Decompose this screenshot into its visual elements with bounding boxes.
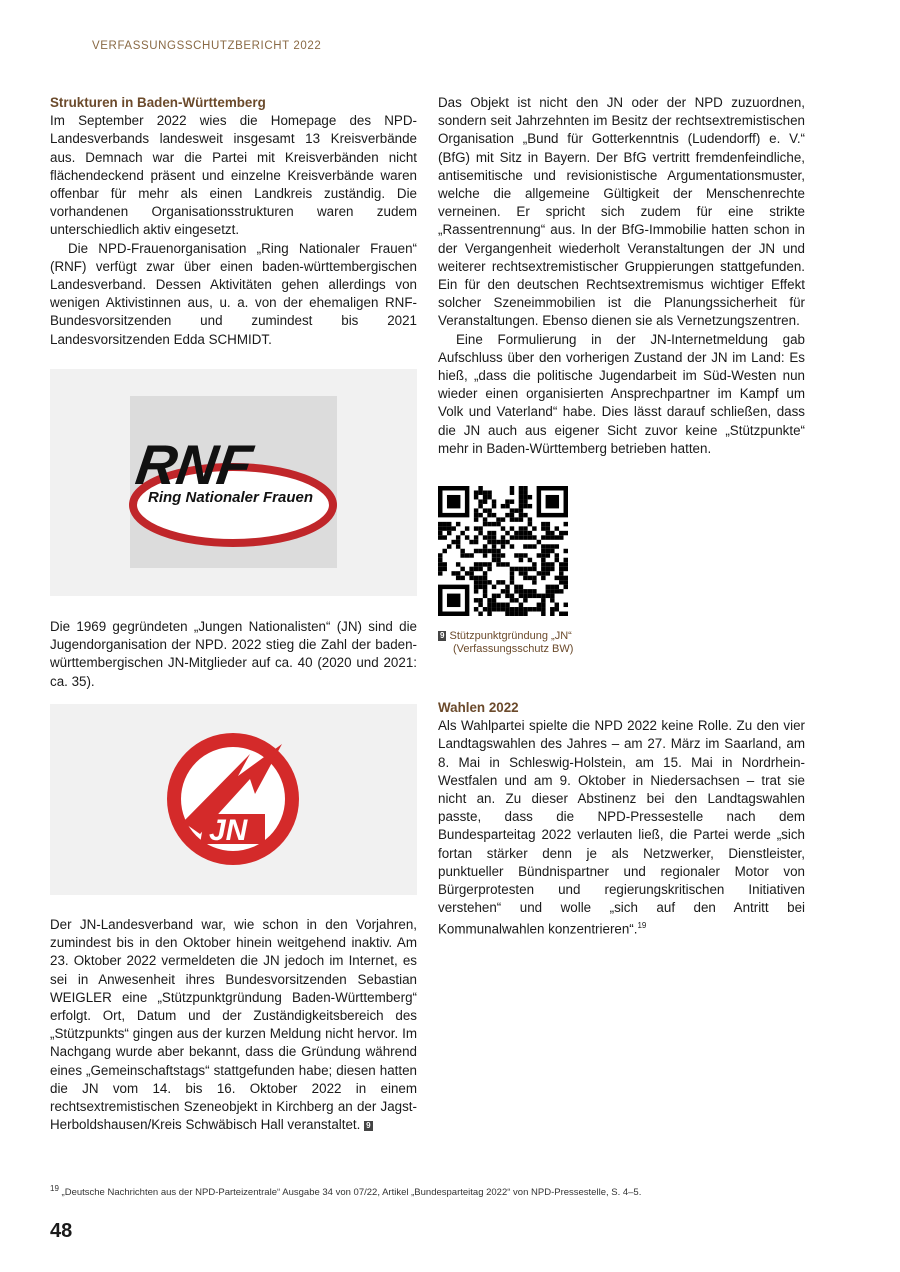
figure-badge: 9 (440, 631, 445, 640)
running-header: VERFASSUNGSSCHUTZBERICHT 2022 (92, 40, 322, 52)
paragraph: Im September 2022 wies die Homepage des NPD-Landesverbands landesweit insgesamt 13 Kreisverbände aus. Demnach war die Partei mit Kreisverbänden nicht flächendeckend präsent und einzelne Kreisverbände waren offenbar für mehr als einen Landkreis zuständig. Die vorhandenen Organisationsstrukturen waren zudem unterschiedlich aktiv eingesetzt. (50, 113, 417, 238)
paragraph: Der JN-Landesverband war, wie schon in den Vorjahren, zumindest bis in den Oktober hinein weitgehend inaktiv. Am 23. Oktober 2022 vermeldeten die JN jedoch im Internet, es sei in Anwesenheit ihres Bundesvorsitzenden Sebastian WEIGLER eine „Stützpunktgründung Baden-Württemberg“ erfolgt. Ort, Datum und der Zuständigkeitsbereich des „Stützpunkts“ gingen aus der kurzen Meldung nicht hervor. Im Nachgang wurde aber bekannt, dass die Gründung während eines „Gemeinschaftstags“ stattgefunden habe; diesen hatten die JN vom 14. bis 16. Oktober 2022 in einem rechtsextremistischen Szeneobjekt in Kirchberg an der Jagst-Herboldshausen/Kreis Schwäbisch Hall veranstaltet. (50, 917, 417, 1133)
right-column-bottom (438, 699, 805, 939)
jn-logo-text: JN (209, 814, 248, 847)
qr-code-icon (438, 486, 568, 616)
paragraph: Als Wahlpartei spielte die NPD 2022 keine Rolle. Zu den vier Landtagswahlen des Jahres – am 27. März im Saarland, am 8. Mai in Schleswig-Holstein, am 15. Mai in Nordrhein-Westfalen und am 9. Oktober in Niedersachsen – trat sie nicht an. Zu dieser Abstinenz bei den Landtagswahlen passte, dass die NPD-Pressestelle nach dem Bundesparteitag 2022 verlauten ließ, die Partei werde „sich fortan stärker denn je als Netzwerker, Dienstleister, punktueller Bündnispartner und regionaler Motor von Bürgerprotesten und regierungskritischen Initiativen verstehen“ und wolle „sich auf den Antritt bei Kommunalwahlen konzentrieren“. (438, 718, 805, 937)
rnf-logo-icon (50, 369, 417, 596)
paragraph: Eine Formulierung in der JN-Internetmeldung gab Aufschluss über den vorherigen Zustand der JN im Land: Es hieß, „dass die politische Jugendarbeit im Süd-Westen nun wieder einen organisierten Ansprechpartner im Kampf um Volk und Vaterland“ habe. Dies lässt darauf schließen, dass die JN auch aus eigener Sicht zuvor keine „Stützpunkte“ mehr in Baden-Württemberg betrieben hatten. (438, 331, 805, 456)
caption-line-1: Stützpunktgründung „JN“ (449, 630, 572, 642)
footnote-number: 19 (50, 1184, 59, 1193)
right-column-top (438, 94, 805, 458)
qr-caption (438, 630, 573, 656)
caption-line-2: (Verfassungsschutz BW) (453, 643, 574, 655)
paragraph: Die 1969 gegründeten „Jungen Nationalisten“ (JN) sind die Jugendorganisation der NPD. 2022 stieg die Zahl der baden-württembergischen JN-Mitglieder auf ca. 40 (2020 und 2021: ca. 35). (50, 619, 417, 689)
jn-logo-figure (50, 704, 417, 895)
paragraph: Das Objekt ist nicht den JN oder der NPD zuzuordnen, sondern seit Jahrzehnten im Besitz der rechtsextremistischen Organisation „Bund für Gotterkenntnis (Ludendorff) e. V.“ (BfG) mit Sitz in Bayern. Der BfG vertritt fremdenfeindliche, antisemitische und revisionistische Argumentationsmuster, welche die allgemeine Gültigkeit der Menschenrechte verneinen. Er spricht sich zudem für eine strikte „Rassentrennung“ aus. In der BfG-Immobilie hatten schon in der Vergangenheit wiederholt Veranstaltungen der JN und weiterer rechtsextremistischer Gruppierungen stattgefunden. Ein für den deutschen Rechtsextremismus wichtiger Effekt solcher Szeneimmobilien ist die Planungssicherheit für Veranstaltungen. Ebenso dienen sie als Vernetzungszentren. (438, 95, 805, 329)
rnf-logo-figure (50, 369, 417, 596)
left-column-middle (50, 618, 417, 691)
footnote-text: „Deutsche Nachrichten aus der NPD-Parteizentrale“ Ausgabe 34 von 07/22, Artikel „Bundesparteitag 2022“ von NPD-Pressestelle, S. 4–5. (61, 1187, 642, 1199)
paragraph: Die NPD-Frauenorganisation „Ring Nationaler Frauen“ (RNF) verfügt zwar über einen baden-württembergischen Landesverband. Dessen Aktivitäten gehen allerdings von wenigen Aktivistinnen aus, u. a. von der ehemaligen RNF-Bundesvorsitzenden und zumindest bis 2021 Landesvorsitzenden Edda SCHMIDT. (50, 240, 417, 347)
footnote (50, 1184, 641, 1198)
page-number: 48 (50, 1220, 73, 1242)
footnote-ref[interactable]: 19 (637, 921, 647, 931)
figure-ref-badge[interactable]: 9 (366, 1121, 371, 1131)
qr-code[interactable] (438, 486, 568, 616)
left-column-bottom (50, 916, 417, 1134)
section-heading-wahlen: Wahlen 2022 (438, 700, 519, 715)
section-heading-strukturen: Strukturen in Baden-Württemberg (50, 95, 266, 110)
left-column-top (50, 94, 417, 349)
rnf-big-text: RNF (132, 433, 257, 496)
jn-logo-icon (50, 704, 417, 895)
rnf-small-text: Ring Nationaler Frauen (148, 489, 314, 506)
